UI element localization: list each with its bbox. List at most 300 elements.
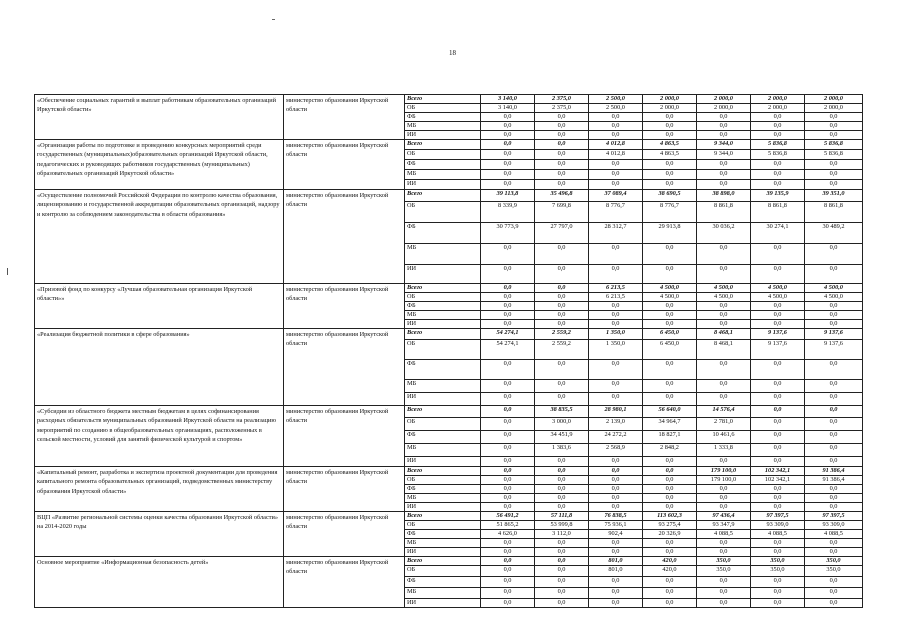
measure-name: «Капитальный ремонт, разработка и экспертиза проектной документации для проведения капитального ремонта образовательных организаций, подведомственных министерству образования Иркутской области» <box>35 467 284 512</box>
amount-cell: 350,0 <box>751 566 805 577</box>
amount-cell: 0,0 <box>805 503 863 512</box>
amount-cell: 24 272,2 <box>589 431 643 444</box>
amount-cell: 0,0 <box>751 360 805 380</box>
amount-cell: 5 836,8 <box>751 140 805 150</box>
scan-mark <box>272 19 275 20</box>
funding-source: МБ <box>405 588 481 599</box>
amount-cell: 93 275,4 <box>643 521 697 530</box>
funding-source: ФБ <box>405 577 481 588</box>
funding-source: ОБ <box>405 566 481 577</box>
amount-cell: 7 699,8 <box>535 202 589 223</box>
amount-cell: 0,0 <box>751 485 805 494</box>
amount-cell: 1 350,0 <box>589 340 643 360</box>
amount-cell: 0,0 <box>535 393 589 406</box>
amount-cell: 0,0 <box>481 577 535 588</box>
amount-cell: 2 000,0 <box>751 104 805 113</box>
funding-source: Всего <box>405 95 481 104</box>
amount-cell: 0,0 <box>535 360 589 380</box>
budget-table-body <box>35 95 863 608</box>
margin-mark <box>7 268 8 275</box>
amount-cell: 0,0 <box>697 180 751 190</box>
executor: министерство образования Иркутской области <box>284 467 405 512</box>
amount-cell: 0,0 <box>589 122 643 131</box>
funding-source: ОБ <box>405 150 481 160</box>
amount-cell: 0,0 <box>751 503 805 512</box>
funding-source: Всего <box>405 467 481 476</box>
amount-cell: 0,0 <box>481 485 535 494</box>
table-row-total <box>35 284 863 293</box>
amount-cell: 0,0 <box>535 503 589 512</box>
amount-cell: 6 213,5 <box>589 293 643 302</box>
amount-cell: 0,0 <box>697 503 751 512</box>
amount-cell: 0,0 <box>643 485 697 494</box>
amount-cell: 0,0 <box>643 577 697 588</box>
amount-cell: 0,0 <box>643 393 697 406</box>
amount-cell: 0,0 <box>481 393 535 406</box>
amount-cell: 0,0 <box>751 588 805 599</box>
amount-cell: 0,0 <box>535 122 589 131</box>
amount-cell: 0,0 <box>643 311 697 320</box>
amount-cell: 0,0 <box>805 418 863 431</box>
funding-source: Всего <box>405 190 481 202</box>
amount-cell: 0,0 <box>589 180 643 190</box>
amount-cell: 0,0 <box>643 380 697 393</box>
amount-cell: 0,0 <box>697 131 751 140</box>
funding-source: ФБ <box>405 485 481 494</box>
amount-cell: 0,0 <box>481 320 535 329</box>
amount-cell: 0,0 <box>589 265 643 284</box>
amount-cell: 2 375,0 <box>535 95 589 104</box>
table-row-total <box>35 329 863 340</box>
amount-cell: 3 112,0 <box>535 530 589 539</box>
amount-cell: 0,0 <box>805 320 863 329</box>
amount-cell: 0,0 <box>805 170 863 180</box>
funding-source: ИИ <box>405 548 481 557</box>
measure-name: «Обеспечение социальных гарантий и выплат работникам образовательных организаций Иркутской области» <box>35 95 284 140</box>
amount-cell: 0,0 <box>589 588 643 599</box>
amount-cell: 4 500,0 <box>643 284 697 293</box>
amount-cell: 54 274,1 <box>481 340 535 360</box>
amount-cell: 27 797,0 <box>535 223 589 244</box>
amount-cell: 53 999,8 <box>535 521 589 530</box>
amount-cell: 9 344,0 <box>697 140 751 150</box>
amount-cell: 0,0 <box>589 467 643 476</box>
amount-cell: 6 450,0 <box>643 329 697 340</box>
amount-cell: 0,0 <box>643 457 697 467</box>
funding-source: Всего <box>405 329 481 340</box>
amount-cell: 97 397,5 <box>805 512 863 521</box>
table-row-total <box>35 95 863 104</box>
amount-cell: 0,0 <box>643 265 697 284</box>
amount-cell: 2 500,0 <box>589 104 643 113</box>
amount-cell: 34 451,9 <box>535 431 589 444</box>
amount-cell: 5 836,8 <box>805 150 863 160</box>
amount-cell: 0,0 <box>643 113 697 122</box>
amount-cell: 2 568,9 <box>589 444 643 457</box>
amount-cell: 39 135,9 <box>751 190 805 202</box>
amount-cell: 4 626,0 <box>481 530 535 539</box>
amount-cell: 0,0 <box>535 599 589 608</box>
amount-cell: 0,0 <box>535 244 589 265</box>
amount-cell: 93 309,0 <box>751 521 805 530</box>
amount-cell: 0,0 <box>481 566 535 577</box>
amount-cell: 0,0 <box>535 588 589 599</box>
table-row-total <box>35 512 863 521</box>
amount-cell: 0,0 <box>643 122 697 131</box>
amount-cell: 0,0 <box>697 599 751 608</box>
amount-cell: 0,0 <box>589 311 643 320</box>
amount-cell: 0,0 <box>751 113 805 122</box>
table-row-total <box>35 557 863 566</box>
budget-table <box>34 94 863 608</box>
amount-cell: 0,0 <box>697 320 751 329</box>
amount-cell: 0,0 <box>751 406 805 418</box>
executor: министерство образования Иркутской области <box>284 406 405 467</box>
amount-cell: 0,0 <box>643 244 697 265</box>
amount-cell: 0,0 <box>481 180 535 190</box>
amount-cell: 93 347,9 <box>697 521 751 530</box>
amount-cell: 0,0 <box>535 320 589 329</box>
funding-source: МБ <box>405 122 481 131</box>
amount-cell: 0,0 <box>751 444 805 457</box>
amount-cell: 3 000,0 <box>535 418 589 431</box>
amount-cell: 28 980,1 <box>589 406 643 418</box>
funding-source: ОБ <box>405 293 481 302</box>
amount-cell: 0,0 <box>589 244 643 265</box>
amount-cell: 0,0 <box>751 244 805 265</box>
page-number: 18 <box>449 49 456 57</box>
amount-cell: 57 111,8 <box>535 512 589 521</box>
amount-cell: 0,0 <box>751 494 805 503</box>
amount-cell: 91 386,4 <box>805 476 863 485</box>
funding-source: ФБ <box>405 160 481 170</box>
funding-source: ИИ <box>405 599 481 608</box>
amount-cell: 0,0 <box>481 293 535 302</box>
executor: министерство образования Иркутской области <box>284 140 405 190</box>
amount-cell: 0,0 <box>805 122 863 131</box>
amount-cell: 0,0 <box>481 418 535 431</box>
amount-cell: 9 137,6 <box>805 329 863 340</box>
amount-cell: 0,0 <box>697 393 751 406</box>
amount-cell: 0,0 <box>643 539 697 548</box>
amount-cell: 4 088,5 <box>805 530 863 539</box>
amount-cell: 0,0 <box>805 539 863 548</box>
funding-source: МБ <box>405 244 481 265</box>
amount-cell: 4 500,0 <box>805 284 863 293</box>
amount-cell: 39 113,8 <box>481 190 535 202</box>
amount-cell: 0,0 <box>643 599 697 608</box>
amount-cell: 0,0 <box>481 431 535 444</box>
amount-cell: 0,0 <box>481 548 535 557</box>
funding-source: ОБ <box>405 104 481 113</box>
amount-cell: 9 344,0 <box>697 150 751 160</box>
amount-cell: 0,0 <box>643 360 697 380</box>
amount-cell: 0,0 <box>805 302 863 311</box>
amount-cell: 0,0 <box>805 431 863 444</box>
amount-cell: 0,0 <box>589 170 643 180</box>
amount-cell: 0,0 <box>697 265 751 284</box>
amount-cell: 0,0 <box>697 588 751 599</box>
amount-cell: 0,0 <box>751 311 805 320</box>
amount-cell: 8 468,1 <box>697 329 751 340</box>
amount-cell: 3 140,0 <box>481 95 535 104</box>
amount-cell: 0,0 <box>805 393 863 406</box>
amount-cell: 0,0 <box>805 311 863 320</box>
amount-cell: 39 351,0 <box>805 190 863 202</box>
funding-source: Всего <box>405 140 481 150</box>
amount-cell: 54 274,1 <box>481 329 535 340</box>
funding-source: ОБ <box>405 340 481 360</box>
amount-cell: 0,0 <box>697 122 751 131</box>
amount-cell: 29 913,8 <box>643 223 697 244</box>
amount-cell: 350,0 <box>697 557 751 566</box>
measure-name: «Субсидии из областного бюджета местным бюджетам в целях софинансирования расходных обязательств муниципальных образований Иркутской области на реализацию мероприятий по созданию в общеобразовательных организациях, расположенных в сельской местности, условий для занятий физической культурой и спортом» <box>35 406 284 467</box>
amount-cell: 0,0 <box>481 302 535 311</box>
funding-source: МБ <box>405 380 481 393</box>
amount-cell: 8 861,8 <box>805 202 863 223</box>
amount-cell: 0,0 <box>751 180 805 190</box>
amount-cell: 0,0 <box>535 150 589 160</box>
amount-cell: 0,0 <box>643 476 697 485</box>
amount-cell: 0,0 <box>535 485 589 494</box>
amount-cell: 0,0 <box>481 131 535 140</box>
amount-cell: 2 000,0 <box>697 95 751 104</box>
funding-source: Всего <box>405 512 481 521</box>
amount-cell: 4 088,5 <box>697 530 751 539</box>
amount-cell: 0,0 <box>535 131 589 140</box>
amount-cell: 0,0 <box>697 380 751 393</box>
funding-source: ИИ <box>405 393 481 406</box>
amount-cell: 0,0 <box>805 265 863 284</box>
amount-cell: 0,0 <box>535 180 589 190</box>
amount-cell: 0,0 <box>535 265 589 284</box>
amount-cell: 0,0 <box>805 113 863 122</box>
amount-cell: 0,0 <box>751 539 805 548</box>
amount-cell: 0,0 <box>643 503 697 512</box>
amount-cell: 0,0 <box>535 566 589 577</box>
amount-cell: 0,0 <box>697 548 751 557</box>
amount-cell: 0,0 <box>535 284 589 293</box>
amount-cell: 0,0 <box>535 467 589 476</box>
amount-cell: 0,0 <box>697 113 751 122</box>
amount-cell: 18 827,1 <box>643 431 697 444</box>
amount-cell: 0,0 <box>697 311 751 320</box>
amount-cell: 30 773,9 <box>481 223 535 244</box>
amount-cell: 0,0 <box>751 577 805 588</box>
amount-cell: 76 838,5 <box>589 512 643 521</box>
funding-source: ИИ <box>405 265 481 284</box>
amount-cell: 0,0 <box>481 170 535 180</box>
funding-source: Всего <box>405 406 481 418</box>
amount-cell: 0,0 <box>481 244 535 265</box>
amount-cell: 56 640,0 <box>643 406 697 418</box>
amount-cell: 0,0 <box>589 380 643 393</box>
amount-cell: 0,0 <box>805 588 863 599</box>
executor: министерство образования Иркутской области <box>284 512 405 557</box>
amount-cell: 350,0 <box>805 557 863 566</box>
amount-cell: 8 861,8 <box>697 202 751 223</box>
executor: министерство образования Иркутской области <box>284 190 405 284</box>
amount-cell: 6 213,5 <box>589 284 643 293</box>
amount-cell: 2 000,0 <box>805 95 863 104</box>
amount-cell: 0,0 <box>697 360 751 380</box>
funding-source: МБ <box>405 494 481 503</box>
amount-cell: 2 500,0 <box>589 95 643 104</box>
amount-cell: 0,0 <box>805 548 863 557</box>
amount-cell: 0,0 <box>589 577 643 588</box>
amount-cell: 0,0 <box>535 302 589 311</box>
amount-cell: 51 865,2 <box>481 521 535 530</box>
amount-cell: 6 450,0 <box>643 340 697 360</box>
measure-name: ВЦП «Развитие региональной системы оценки качества образования Иркутской области» на 2014-2020 годы <box>35 512 284 557</box>
funding-source: ИИ <box>405 180 481 190</box>
amount-cell: 75 936,1 <box>589 521 643 530</box>
funding-source: МБ <box>405 444 481 457</box>
amount-cell: 0,0 <box>535 494 589 503</box>
amount-cell: 0,0 <box>751 418 805 431</box>
amount-cell: 0,0 <box>481 160 535 170</box>
amount-cell: 0,0 <box>643 160 697 170</box>
amount-cell: 2 000,0 <box>751 95 805 104</box>
amount-cell: 38 835,5 <box>535 406 589 418</box>
amount-cell: 4 863,5 <box>643 150 697 160</box>
amount-cell: 2 375,0 <box>535 104 589 113</box>
funding-source: МБ <box>405 170 481 180</box>
amount-cell: 4 500,0 <box>751 293 805 302</box>
amount-cell: 179 100,0 <box>697 467 751 476</box>
amount-cell: 0,0 <box>643 131 697 140</box>
amount-cell: 0,0 <box>697 457 751 467</box>
amount-cell: 102 342,1 <box>751 476 805 485</box>
amount-cell: 0,0 <box>589 160 643 170</box>
amount-cell: 4 500,0 <box>751 284 805 293</box>
amount-cell: 0,0 <box>643 170 697 180</box>
table-row-total <box>35 140 863 150</box>
amount-cell: 4 012,8 <box>589 140 643 150</box>
amount-cell: 0,0 <box>481 539 535 548</box>
funding-source: ИИ <box>405 131 481 140</box>
amount-cell: 2 781,0 <box>697 418 751 431</box>
amount-cell: 0,0 <box>481 150 535 160</box>
amount-cell: 0,0 <box>697 485 751 494</box>
amount-cell: 0,0 <box>589 548 643 557</box>
amount-cell: 38 898,0 <box>697 190 751 202</box>
amount-cell: 0,0 <box>589 539 643 548</box>
executor: министерство образования Иркутской области <box>284 557 405 608</box>
amount-cell: 0,0 <box>481 284 535 293</box>
amount-cell: 0,0 <box>751 431 805 444</box>
amount-cell: 0,0 <box>751 457 805 467</box>
amount-cell: 0,0 <box>805 244 863 265</box>
funding-source: ФБ <box>405 223 481 244</box>
amount-cell: 0,0 <box>535 113 589 122</box>
amount-cell: 102 342,1 <box>751 467 805 476</box>
amount-cell: 0,0 <box>481 360 535 380</box>
amount-cell: 0,0 <box>751 160 805 170</box>
amount-cell: 4 500,0 <box>697 293 751 302</box>
amount-cell: 0,0 <box>697 539 751 548</box>
amount-cell: 20 326,9 <box>643 530 697 539</box>
amount-cell: 2 000,0 <box>643 104 697 113</box>
amount-cell: 0,0 <box>535 557 589 566</box>
amount-cell: 91 386,4 <box>805 467 863 476</box>
amount-cell: 0,0 <box>481 476 535 485</box>
amount-cell: 0,0 <box>751 320 805 329</box>
amount-cell: 0,0 <box>535 548 589 557</box>
amount-cell: 0,0 <box>481 557 535 566</box>
amount-cell: 0,0 <box>805 457 863 467</box>
amount-cell: 0,0 <box>643 588 697 599</box>
amount-cell: 902,4 <box>589 530 643 539</box>
amount-cell: 30 274,1 <box>751 223 805 244</box>
amount-cell: 0,0 <box>535 311 589 320</box>
amount-cell: 0,0 <box>589 302 643 311</box>
amount-cell: 56 491,2 <box>481 512 535 521</box>
executor: министерство образования Иркутской области <box>284 284 405 329</box>
amount-cell: 9 137,6 <box>751 329 805 340</box>
amount-cell: 0,0 <box>481 122 535 131</box>
amount-cell: 8 339,9 <box>481 202 535 223</box>
amount-cell: 0,0 <box>481 380 535 393</box>
amount-cell: 0,0 <box>697 244 751 265</box>
amount-cell: 0,0 <box>535 476 589 485</box>
amount-cell: 0,0 <box>643 548 697 557</box>
amount-cell: 2 559,2 <box>535 340 589 360</box>
amount-cell: 0,0 <box>589 320 643 329</box>
amount-cell: 0,0 <box>589 599 643 608</box>
amount-cell: 5 836,8 <box>751 150 805 160</box>
amount-cell: 2 848,2 <box>643 444 697 457</box>
amount-cell: 8 776,7 <box>643 202 697 223</box>
funding-source: ФБ <box>405 360 481 380</box>
amount-cell: 0,0 <box>481 311 535 320</box>
funding-source: ОБ <box>405 521 481 530</box>
amount-cell: 0,0 <box>481 599 535 608</box>
funding-source: МБ <box>405 539 481 548</box>
funding-source: ОБ <box>405 476 481 485</box>
amount-cell: 0,0 <box>751 265 805 284</box>
amount-cell: 0,0 <box>805 360 863 380</box>
amount-cell: 14 576,4 <box>697 406 751 418</box>
amount-cell: 8 861,8 <box>751 202 805 223</box>
amount-cell: 0,0 <box>589 503 643 512</box>
amount-cell: 0,0 <box>697 160 751 170</box>
amount-cell: 0,0 <box>589 476 643 485</box>
amount-cell: 0,0 <box>805 131 863 140</box>
amount-cell: 2 000,0 <box>643 95 697 104</box>
amount-cell: 0,0 <box>535 160 589 170</box>
amount-cell: 0,0 <box>805 406 863 418</box>
amount-cell: 0,0 <box>697 577 751 588</box>
amount-cell: 0,0 <box>751 122 805 131</box>
amount-cell: 0,0 <box>697 170 751 180</box>
amount-cell: 350,0 <box>805 566 863 577</box>
amount-cell: 0,0 <box>589 113 643 122</box>
amount-cell: 8 468,1 <box>697 340 751 360</box>
amount-cell: 1 383,6 <box>535 444 589 457</box>
funding-source: ФБ <box>405 431 481 444</box>
amount-cell: 0,0 <box>589 485 643 494</box>
amount-cell: 0,0 <box>481 467 535 476</box>
amount-cell: 0,0 <box>751 302 805 311</box>
amount-cell: 0,0 <box>805 494 863 503</box>
funding-source: ИИ <box>405 320 481 329</box>
amount-cell: 0,0 <box>751 131 805 140</box>
amount-cell: 0,0 <box>481 113 535 122</box>
funding-source: ФБ <box>405 302 481 311</box>
amount-cell: 0,0 <box>589 393 643 406</box>
amount-cell: 37 089,4 <box>589 190 643 202</box>
